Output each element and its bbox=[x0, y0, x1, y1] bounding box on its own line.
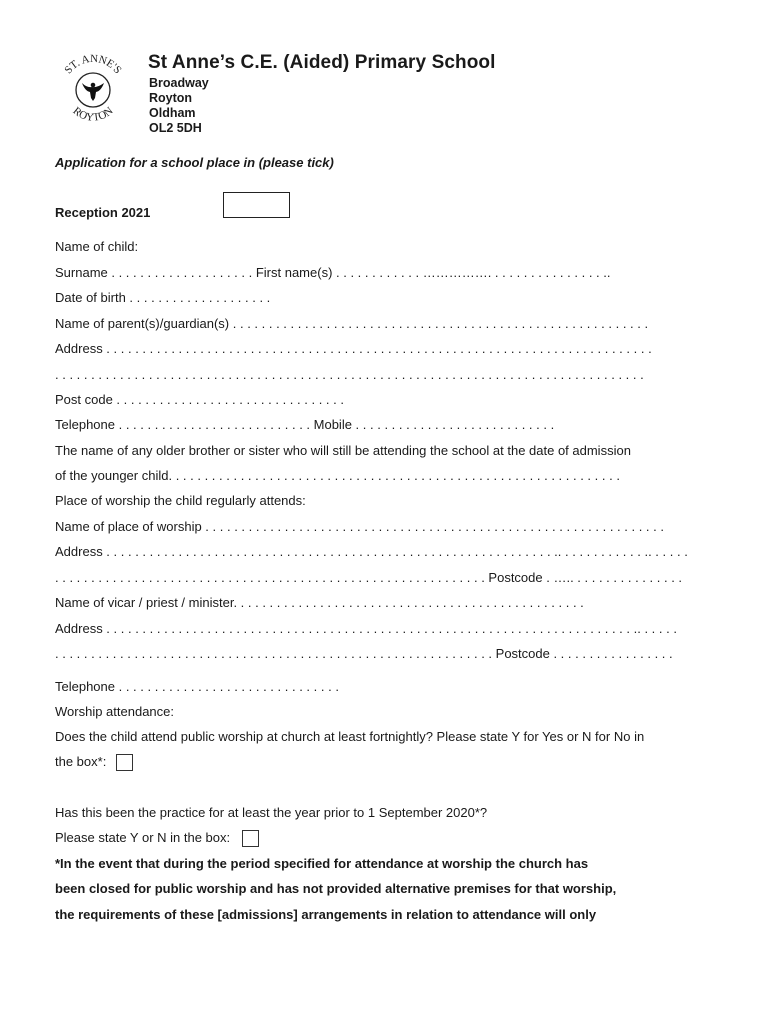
vicar-postcode-field[interactable]: . . . . . . . . . . . . . . . . . . . . . . . . . . . . . . . . . . . . . . . . . . . . . . . . . . . . . . . . . . . . . Postcode . . . . . . . . . . . . . . . . . bbox=[55, 646, 673, 661]
worship-postcode-field[interactable]: . . . . . . . . . . . . . . . . . . . . . . . . . . . . . . . . . . . . . . . . . . . . . . . . . . . . . . . . . . . . Postcode . ….. . . . . . . . . . . . . . . . bbox=[55, 570, 683, 585]
school-logo bbox=[52, 50, 134, 132]
reception-label: Reception 2021 bbox=[55, 205, 151, 220]
telephone-mobile-field[interactable]: Telephone . . . . . . . . . . . . . . . . . . . . . . . . . . . Mobile . . . . . . . . . . . . . . . . . . . . . . . . . . . . bbox=[55, 417, 555, 432]
school-name: St Anne’s C.E. (Aided) Primary School bbox=[148, 52, 496, 73]
note-line: the requirements of these [admissions] arrangements in relation to attendance will only bbox=[55, 907, 597, 922]
worship-attendance-heading: Worship attendance: bbox=[55, 704, 174, 719]
address-continuation-field[interactable]: . . . . . . . . . . . . . . . . . . . . . . . . . . . . . . . . . . . . . . . . . . . . . . . . . . . . . . . . . . . . . . . . . . . . . . . . . . . . . . . . . . bbox=[55, 367, 644, 382]
attendance-answer-box[interactable] bbox=[116, 754, 133, 771]
attendance-box-label: the box*: bbox=[55, 754, 107, 769]
note-line: been closed for public worship and has not provided alternative premises for that worship, bbox=[55, 881, 617, 896]
attendance-question: Does the child attend public worship at church at least fortnightly? Please state Y for Yes or N for No in bbox=[55, 729, 645, 744]
svg-text:ROYTON bbox=[70, 105, 115, 124]
vicar-telephone-field[interactable]: Telephone . . . . . . . . . . . . . . . . . . . . . . . . . . . . . . . bbox=[55, 679, 339, 694]
vicar-address-field[interactable]: Address . . . . . . . . . . . . . . . . . . . . . . . . . . . . . . . . . . . . . . . . . . . . . . . . . . . . . . . . . . . . . . . . . . . . . . . . . .. . . . . . bbox=[55, 621, 677, 636]
address-line: Broadway bbox=[149, 76, 209, 90]
note-line: *In the event that during the period specified for attendance at worship the church has bbox=[55, 856, 589, 871]
logo-text-bottom: ROYTON bbox=[70, 104, 116, 124]
practice-answer-row bbox=[55, 830, 259, 847]
surname-firstname-field[interactable]: Surname . . . . . . . . . . . . . . . . . . . . First name(s) . . . . . . . . . . . . ……………. . . . . . . . . . . . . . . . .. bbox=[55, 265, 611, 280]
address-field[interactable]: Address . . . . . . . . . . . . . . . . . . . . . . . . . . . . . . . . . . . . . . . . . . . . . . . . . . . . . . . . . . . . . . . . . . . . . . . . . . . . bbox=[55, 341, 652, 356]
practice-answer-box[interactable] bbox=[242, 830, 259, 847]
worship-place-name-field[interactable]: Name of place of worship . . . . . . . . . . . . . . . . . . . . . . . . . . . . . . . . . . . . . . . . . . . . . . . . . . . . . . . . . . . . . . . . bbox=[55, 519, 664, 534]
worship-place-heading: Place of worship the child regularly attends: bbox=[55, 493, 306, 508]
practice-question: Has this been the practice for at least the year prior to 1 September 2020*? bbox=[55, 805, 488, 820]
worship-address-field[interactable]: Address . . . . . . . . . . . . . . . . . . . . . . . . . . . . . . . . . . . . . . . . . . . . . . . . . . . . . . . . . . . . . . .. . . . . . . . . . . . .. . . . . . bbox=[55, 544, 688, 559]
sibling-field[interactable]: of the younger child. . . . . . . . . . . . . . . . . . . . . . . . . . . . . . . . . . . . . . . . . . . . . . . . . . . . . . . . . . . . . . . bbox=[55, 468, 620, 483]
logo-text-top: ST. ANNE'S bbox=[62, 52, 124, 77]
post-code-field[interactable]: Post code . . . . . . . . . . . . . . . . . . . . . . . . . . . . . . . . bbox=[55, 392, 344, 407]
name-of-child-label: Name of child: bbox=[55, 239, 139, 254]
sibling-question: The name of any older brother or sister who will still be attending the school at the date of admission bbox=[55, 443, 631, 458]
reception-tick-box[interactable] bbox=[223, 192, 290, 218]
parent-name-field[interactable]: Name of parent(s)/guardian(s) . . . . . . . . . . . . . . . . . . . . . . . . . . . . . . . . . . . . . . . . . . . . . . . . . . . . . . . . . . bbox=[55, 316, 649, 331]
date-of-birth-field[interactable]: Date of birth . . . . . . . . . . . . . . . . . . . . bbox=[55, 290, 271, 305]
school-address bbox=[149, 76, 209, 136]
attendance-question-cont bbox=[55, 754, 133, 771]
application-heading: Application for a school place in (please tick) bbox=[55, 155, 334, 170]
address-line: Royton bbox=[149, 91, 193, 105]
dove-icon bbox=[82, 83, 104, 101]
practice-box-label: Please state Y or N in the box: bbox=[55, 830, 231, 845]
address-line: OL2 5DH bbox=[149, 121, 202, 135]
vicar-name-field[interactable]: Name of vicar / priest / minister. . . . . . . . . . . . . . . . . . . . . . . . . . . . . . . . . . . . . . . . . . . . . . . . . bbox=[55, 595, 584, 610]
address-line: Oldham bbox=[149, 106, 196, 120]
